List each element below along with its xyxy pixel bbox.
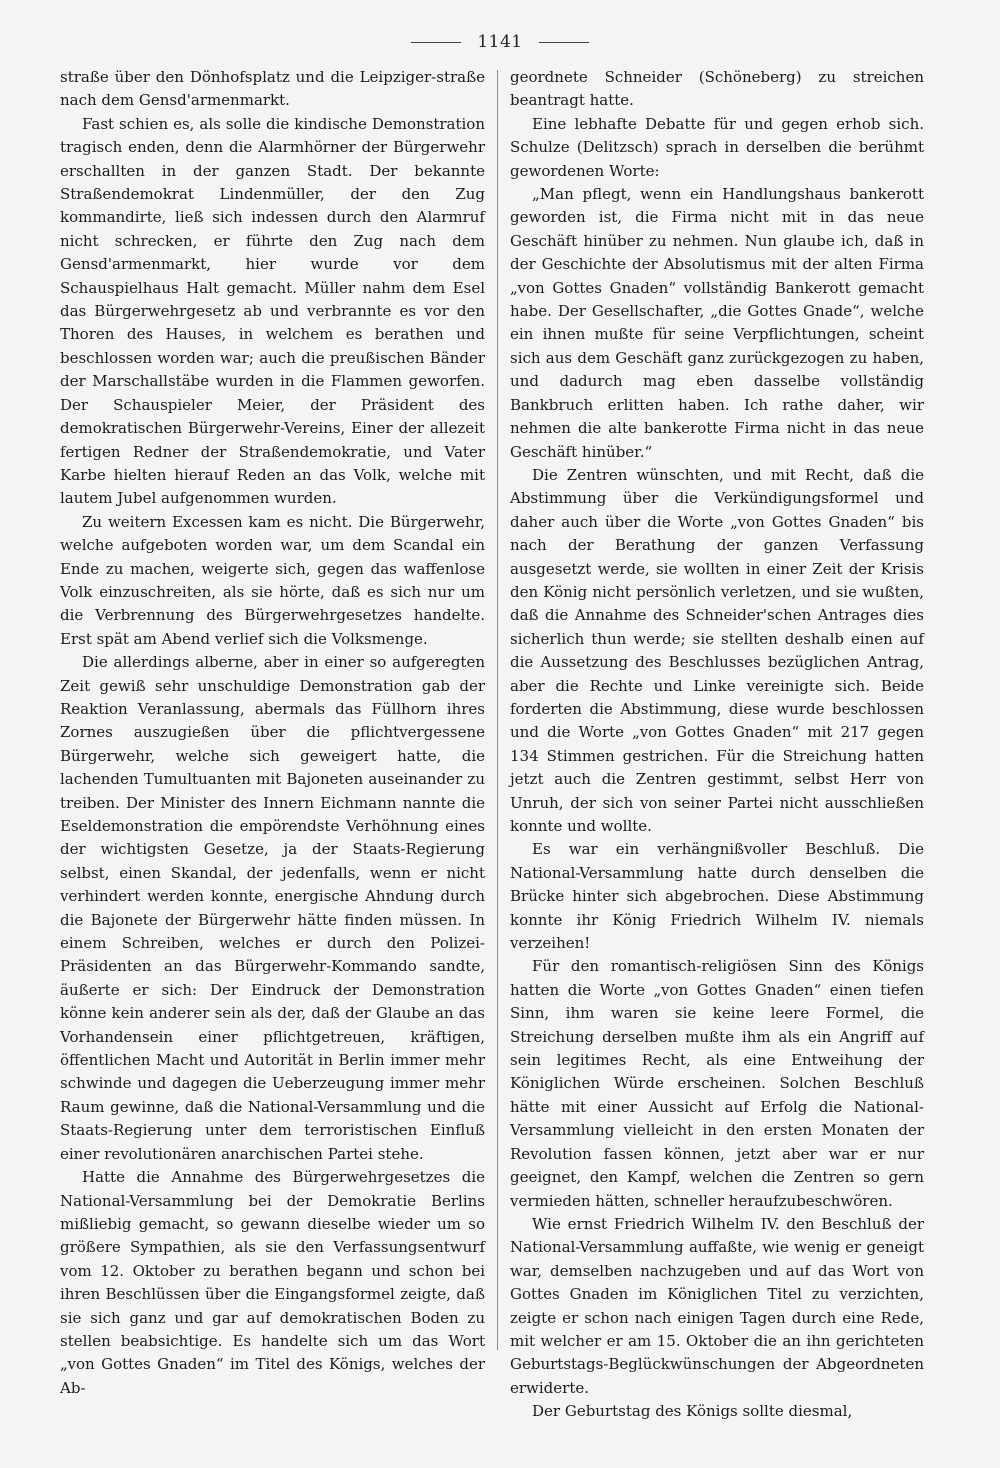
- left-paragraph-4: Die allerdings alberne, aber in einer so aufgeregten Zeit gewiß sehr unschuldige Demonstration gab der Reaktion Veranlassung, abermals das Füllhorn ihres Zornes auszugießen über die pflichtvergessene Bürgerwehr, welche sich geweigert hatte, die lachenden Tumultuanten mit Bajoneten auseinander zu treiben. Der Minister des Innern Eichmann nannte die Eseldemonstration die empörendste Verhöhnung eines der wichtigsten Gesetze, ja der Staats-Regierung selbst, einen Skandal, der jedenfalls, wenn er nicht verhindert werden konnte, energische Ahndung durch die Bajonete der Bürgerwehr hätte finden müssen. In einem Schreiben, welches er durch den Polizei-Präsidenten an das Bürgerwehr-Kommando sandte, äußerte er sich: Der Eindruck der Demonstration könne kein anderer sein als der, daß der Glaube an das Vorhandensein einer pflichtgetreuen, kräftigen, öffentlichen Macht und Autorität in Berlin immer mehr schwinde und dagegen die Ueberzeugung immer mehr Raum gewinne, daß die National-Versammlung und die Staats-Regierung unter dem terroristischen Einfluß einer revolutionären anarchischen Partei stehe.: [60, 653, 485, 1163]
- left-paragraph-3: Zu weitern Excessen kam es nicht. Die Bürgerwehr, welche aufgeboten worden war, um dem Scandal ein Ende zu machen, weigerte sich, gegen das waffenlose Volk einzuschreiten, als sie hörte, daß es sich nur um die Verbrennung des Bürgerwehrgesetzes handelte. Erst spät am Abend verlief sich die Volksmenge.: [60, 512, 485, 648]
- left-paragraph-5: Hatte die Annahme des Bürgerwehrgesetzes die National-Versammlung bei der Demokratie Berlins mißliebig gemacht, so gewann dieselbe wieder um so größere Sympathien, als sie den Verfassungsentwurf vom 12. Oktober zu berathen begann und schon bei ihren Beschlüssen über die Eingangsformel zeigte, daß sie sich ganz und gar auf demokratischen Boden zu stellen beabsichtige. Es handelte sich um das Wort „von Gottes Gnaden“ im Titel des Königs, welches der Ab-: [60, 1168, 485, 1397]
- right-paragraph-7: Wie ernst Friedrich Wilhelm IV. den Beschluß der National-Versammlung auffaßte, wie wenig er geneigt war, demselben nachzugeben und auf das Wort von Gottes Gnaden im Königlichen Titel zu verzichten, zeigte er schon nach einigen Tagen durch eine Rede, mit welcher er am 15. Oktober die an ihn gerichteten Geburtstags-Beglückwünschungen der Abgeordneten erwiderte.: [510, 1214, 924, 1397]
- header-rule-right: [539, 42, 589, 43]
- right-paragraph-6: Für den romantisch-religiösen Sinn des Königs hatten die Worte „von Gottes Gnaden“ einen tiefen Sinn, ihm waren sie keine leere Formel, die Streichung derselben mußte ihm als ein Angriff auf sein legitimes Recht, als eine Entweihung der Königlichen Würde erscheinen. Solchen Beschluß hätte mit einer Aussicht auf Erfolg die National-Versammlung vielleicht in den ersten Monaten der Revolution fassen können, jetzt aber war er nur geeignet, den Kampf, welchen die Zentren so gern vermieden hätten, schneller heraufzubeschwören.: [510, 957, 924, 1210]
- right-quote-paragraph: „Man pflegt, wenn ein Handlungshaus bankerott geworden ist, die Firma nicht mit in das neue Geschäft hinüber zu nehmen. Nun glaube ich, daß in der Geschichte der Absolutismus mit der alten Firma „von Gottes Gnaden“ vollständig Bankerott gemacht habe. Der Gesellschafter, „die Gottes Gnade“, welche ein ihnen mußte für seine Verpflichtungen, scheint sich aus dem Geschäft ganz zurückgezogen zu haben, und dadurch mag eben dasselbe vollständig Bankbruch erlitten haben. Ich rathe daher, wir nehmen die alte bankerotte Firma nicht in das neue Geschäft hinüber.“: [510, 185, 924, 461]
- left-paragraph-2: Fast schien es, als solle die kindische Demonstration tragisch enden, denn die Alarmhörner der Bürgerwehr erschallten in der ganzen Stadt. Der bekannte Straßendemokrat Lindenmüller, der den Zug kommandirte, ließ sich indessen durch den Alarmruf nicht schrecken, er führte den Zug nach dem Gensd'armenmarkt, hier wurde vor dem Schauspielhaus Halt gemacht. Müller nahm dem Esel das Bürgerwehrgesetz ab und verbrannte es vor den Thoren des Hauses, in welchem es berathen und beschlossen worden war; auch die preußischen Bänder der Marschallstäbe wurden in die Flammen geworfen. Der Schauspieler Meier, der Präsident des demokratischen Bürgerwehr-Vereins, Einer der allezeit fertigen Redner der Straßendemokratie, und Vater Karbe hielten hierauf Reden an das Volk, welche mit lautem Jubel aufgenommen wurden.: [60, 114, 485, 508]
- right-paragraph-8: Der Geburtstag des Königs sollte diesmal,: [532, 1402, 853, 1421]
- header-rule-left: [411, 42, 461, 43]
- page-header: [0, 30, 1000, 54]
- right-paragraph-1: geordnete Schneider (Schöneberg) zu streichen beantragt hatte.: [510, 68, 924, 110]
- left-column: [60, 66, 485, 1400]
- page-number: 1141: [477, 32, 523, 52]
- right-paragraph-2: Eine lebhafte Debatte für und gegen erhob sich. Schulze (Delitzsch) sprach in derselben die berühmt gewordenen Worte:: [510, 114, 924, 180]
- right-column: [510, 66, 924, 1424]
- right-paragraph-4: Die Zentren wünschten, und mit Recht, daß die Abstimmung über die Verkündigungsformel und daher auch über die Worte „von Gottes Gnaden“ bis nach der Berathung der ganzen Verfassung ausgesetzt werde, sie wollten in einer Zeit der Krisis den König nicht persönlich verletzen, und sie wußten, daß die Annahme des Schneider'schen Antrages dies sicherlich thun werde; sie stellten deshalb einen auf die Aussetzung des Beschlusses bezüglichen Antrag, aber die Rechte und Linke vereinigte sich. Beide forderten die Abstimmung, diese wurde beschlossen und die Worte „von Gottes Gnaden“ mit 217 gegen 134 Stimmen gestrichen. Für die Streichung hatten jetzt auch die Zentren gestimmt, selbst Herr von Unruh, der sich von seiner Partei nicht ausschließen konnte und wollte.: [510, 465, 924, 835]
- right-paragraph-5: Es war ein verhängnißvoller Beschluß. Die National-Versammlung hatte durch denselben die Brücke hinter sich abgebrochen. Diese Abstimmung konnte ihr König Friedrich Wilhelm IV. niemals verzeihen!: [510, 840, 924, 953]
- column-divider: [497, 70, 498, 1350]
- left-paragraph-1: straße über den Dönhofsplatz und die Leipziger-straße nach dem Gensd'armenmarkt.: [60, 68, 485, 110]
